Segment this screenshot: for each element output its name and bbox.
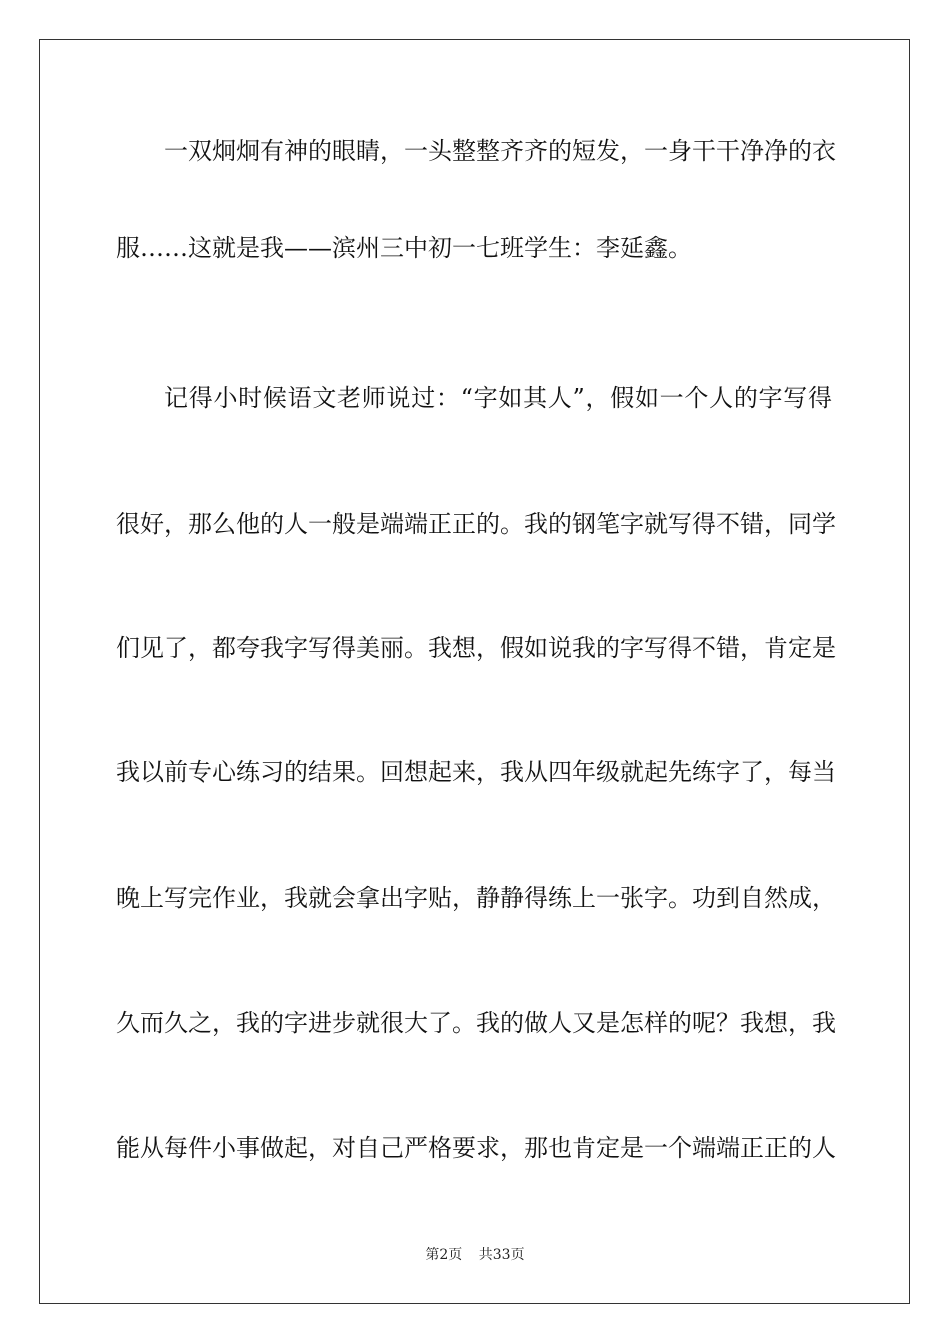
paragraph-2-line-1: 记得小时候语文老师说过：“字如其人”，假如一个人的字写得 bbox=[164, 384, 832, 412]
paragraph-2-line-4: 我以前专心练习的结果。回想起来，我从四年级就起先练字了，每当 bbox=[116, 758, 836, 786]
paragraph-1-line-2: 服……这就是我——滨州三中初一七班学生：李延鑫。 bbox=[116, 234, 692, 262]
page-frame bbox=[39, 39, 910, 1304]
page-footer bbox=[0, 1246, 950, 1264]
paragraph-1-line-1: 一双炯炯有神的眼睛，一头整整齐齐的短发，一身干干净净的衣 bbox=[164, 137, 836, 165]
paragraph-2-line-7: 能从每件小事做起，对自己严格要求，那也肯定是一个端端正正的人 bbox=[116, 1134, 836, 1162]
page-total: 共33页 bbox=[478, 1247, 525, 1263]
paragraph-2-line-6: 久而久之，我的字进步就很大了。我的做人又是怎样的呢？我想，我 bbox=[116, 1009, 836, 1037]
paragraph-2-line-5: 晚上写完作业，我就会拿出字贴，静静得练上一张字。功到自然成， bbox=[116, 884, 836, 912]
paragraph-2-line-2: 很好，那么他的人一般是端端正正的。我的钢笔字就写得不错，同学 bbox=[116, 510, 836, 538]
paragraph-2-line-3: 们见了，都夸我字写得美丽。我想，假如说我的字写得不错，肯定是 bbox=[116, 634, 836, 662]
page-number: 第2页 bbox=[425, 1247, 463, 1263]
